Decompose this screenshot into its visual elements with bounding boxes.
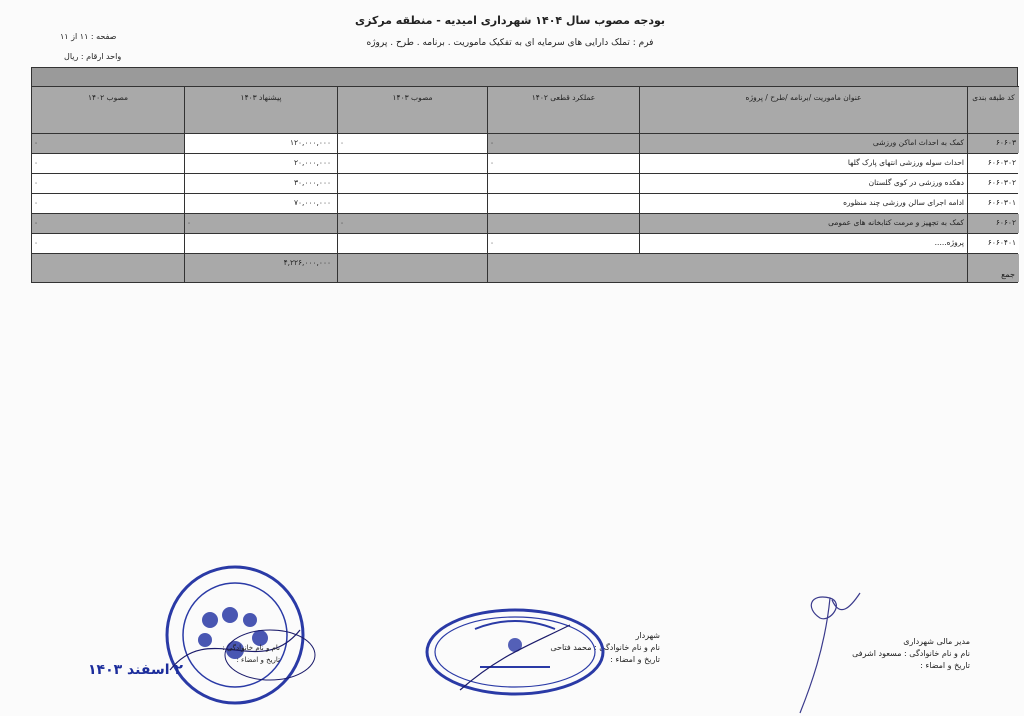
cell-title: پروژه..... (639, 234, 967, 253)
cell-approved-1403 (337, 194, 487, 213)
cell-actual: ۰ (487, 134, 639, 153)
table-row (32, 174, 1017, 194)
budget-table (31, 67, 1018, 283)
unit-label: واحد ارقام : ریال (64, 52, 122, 61)
cell-code: ۶۰۶۰۳۰۲ (967, 154, 1019, 173)
cell-title: احداث سوله ورزشی انتهای پارک گلها (639, 154, 967, 173)
mayor-role: شهردار (635, 631, 660, 640)
col-header-proposed-1403: پیشنهاد ۱۴۰۳ (184, 86, 337, 134)
document-subtitle: فرم : تملک دارایی های سرمایه ای به تفکیک ماموریت . برنامه . طرح . پروژه (366, 38, 654, 48)
table-row (32, 194, 1017, 214)
cell-approved-1403 (337, 234, 487, 253)
cell-approved-1402: ۰ (32, 174, 184, 193)
table-row (32, 154, 1017, 174)
cell-proposed: ۷۰,۰۰۰,۰۰۰ (184, 194, 337, 213)
col-header-approved-1403: مصوب ۱۴۰۳ (337, 86, 487, 134)
table-row (32, 134, 1017, 154)
cell-approved-1402: ۰ (32, 234, 184, 253)
cell-proposed: ۱۲۰,۰۰۰,۰۰۰ (184, 134, 337, 153)
cell-title: ادامه اجرای سالن ورزشی چند منظوره (639, 194, 967, 213)
cell-actual (487, 214, 639, 233)
finance-date-label: تاریخ و امضاء : (920, 661, 970, 670)
table-row (32, 214, 1017, 234)
table-top-band (32, 68, 1017, 86)
cell-title: کمک به احداث اماکن ورزشی (639, 134, 967, 153)
finance-signature-scribble (790, 588, 870, 716)
cell-total-code (967, 254, 1019, 282)
cell-title: کمک به تجهیز و مرمت کتابخانه های عمومی (639, 214, 967, 233)
cell-code: ۶۰۶۰۳۰۲ (967, 174, 1019, 193)
document-title: بودجه مصوب سال ۱۴۰۴ شهرداری امیدیه - منطقه مرکزی (355, 14, 665, 27)
page-number: صفحه : ۱۱ از ۱۱ (60, 32, 117, 41)
cell-proposed: ۰ (184, 214, 337, 233)
cell-approved-1403 (337, 154, 487, 173)
finance-name-label: نام و نام خانوادگی : (904, 649, 970, 658)
governor-stamp (420, 605, 610, 700)
cell-approved-1403: ۰ (337, 134, 487, 153)
cell-total-approved-1403 (337, 254, 487, 282)
table-total-row (32, 254, 1017, 282)
handwritten-date: ۲ اسفند ۱۴۰۳ (88, 662, 183, 678)
cell-actual (487, 194, 639, 213)
cell-proposed: ۳۰,۰۰۰,۰۰۰ (184, 174, 337, 193)
cell-actual: ۰ (487, 234, 639, 253)
council-name-label: نام و نام خانوادگی : (222, 644, 280, 652)
council-date-label: تاریخ و امضاء : (236, 656, 280, 664)
cell-title: دهکده ورزشی در کوی گلستان (639, 174, 967, 193)
cell-approved-1402: ۰ (32, 194, 184, 213)
cell-actual: ۰ (487, 154, 639, 173)
finance-name: مسعود اشرفی (852, 649, 902, 658)
cell-approved-1403: ۰ (337, 214, 487, 233)
col-header-actual-1402: عملکرد قطعی ۱۴۰۲ (487, 86, 639, 134)
cell-code: ۶۰۶۰۳ (967, 134, 1019, 153)
cell-approved-1402: ۰ (32, 154, 184, 173)
cell-actual (487, 174, 639, 193)
cell-approved-1402: ۰ (32, 214, 184, 233)
cell-code: ۶۰۶۰۲ (967, 214, 1019, 233)
mayor-date-label: تاریخ و امضاء : (610, 655, 660, 664)
cell-total-span (487, 254, 967, 282)
total-label: جمع (1001, 270, 1015, 279)
col-header-code: کد طبقه بندی (967, 86, 1019, 134)
mayor-name-label: نام و نام خانوادگی : (594, 643, 660, 652)
finance-role: مدیر مالی شهرداری (903, 637, 970, 646)
cell-code: ۶۰۶۰۳۰۱ (967, 194, 1019, 213)
cell-code: ۶۰۶۰۴۰۱ (967, 234, 1019, 253)
cell-total-proposed: ۴,۲۲۶,۰۰۰,۰۰۰ (184, 254, 337, 282)
col-header-title: عنوان ماموریت /برنامه /طرح / پروژه (639, 86, 967, 134)
cell-proposed: ۲۰,۰۰۰,۰۰۰ (184, 154, 337, 173)
cell-approved-1402: ۰ (32, 134, 184, 153)
table-row (32, 234, 1017, 254)
council-stamp (150, 560, 320, 710)
cell-total-approved-1402 (32, 254, 184, 282)
cell-proposed (184, 234, 337, 253)
col-header-approved-1402: مصوب ۱۴۰۲ (32, 86, 184, 134)
cell-approved-1403 (337, 174, 487, 193)
mayor-name: محمد فتاحی (550, 643, 592, 652)
